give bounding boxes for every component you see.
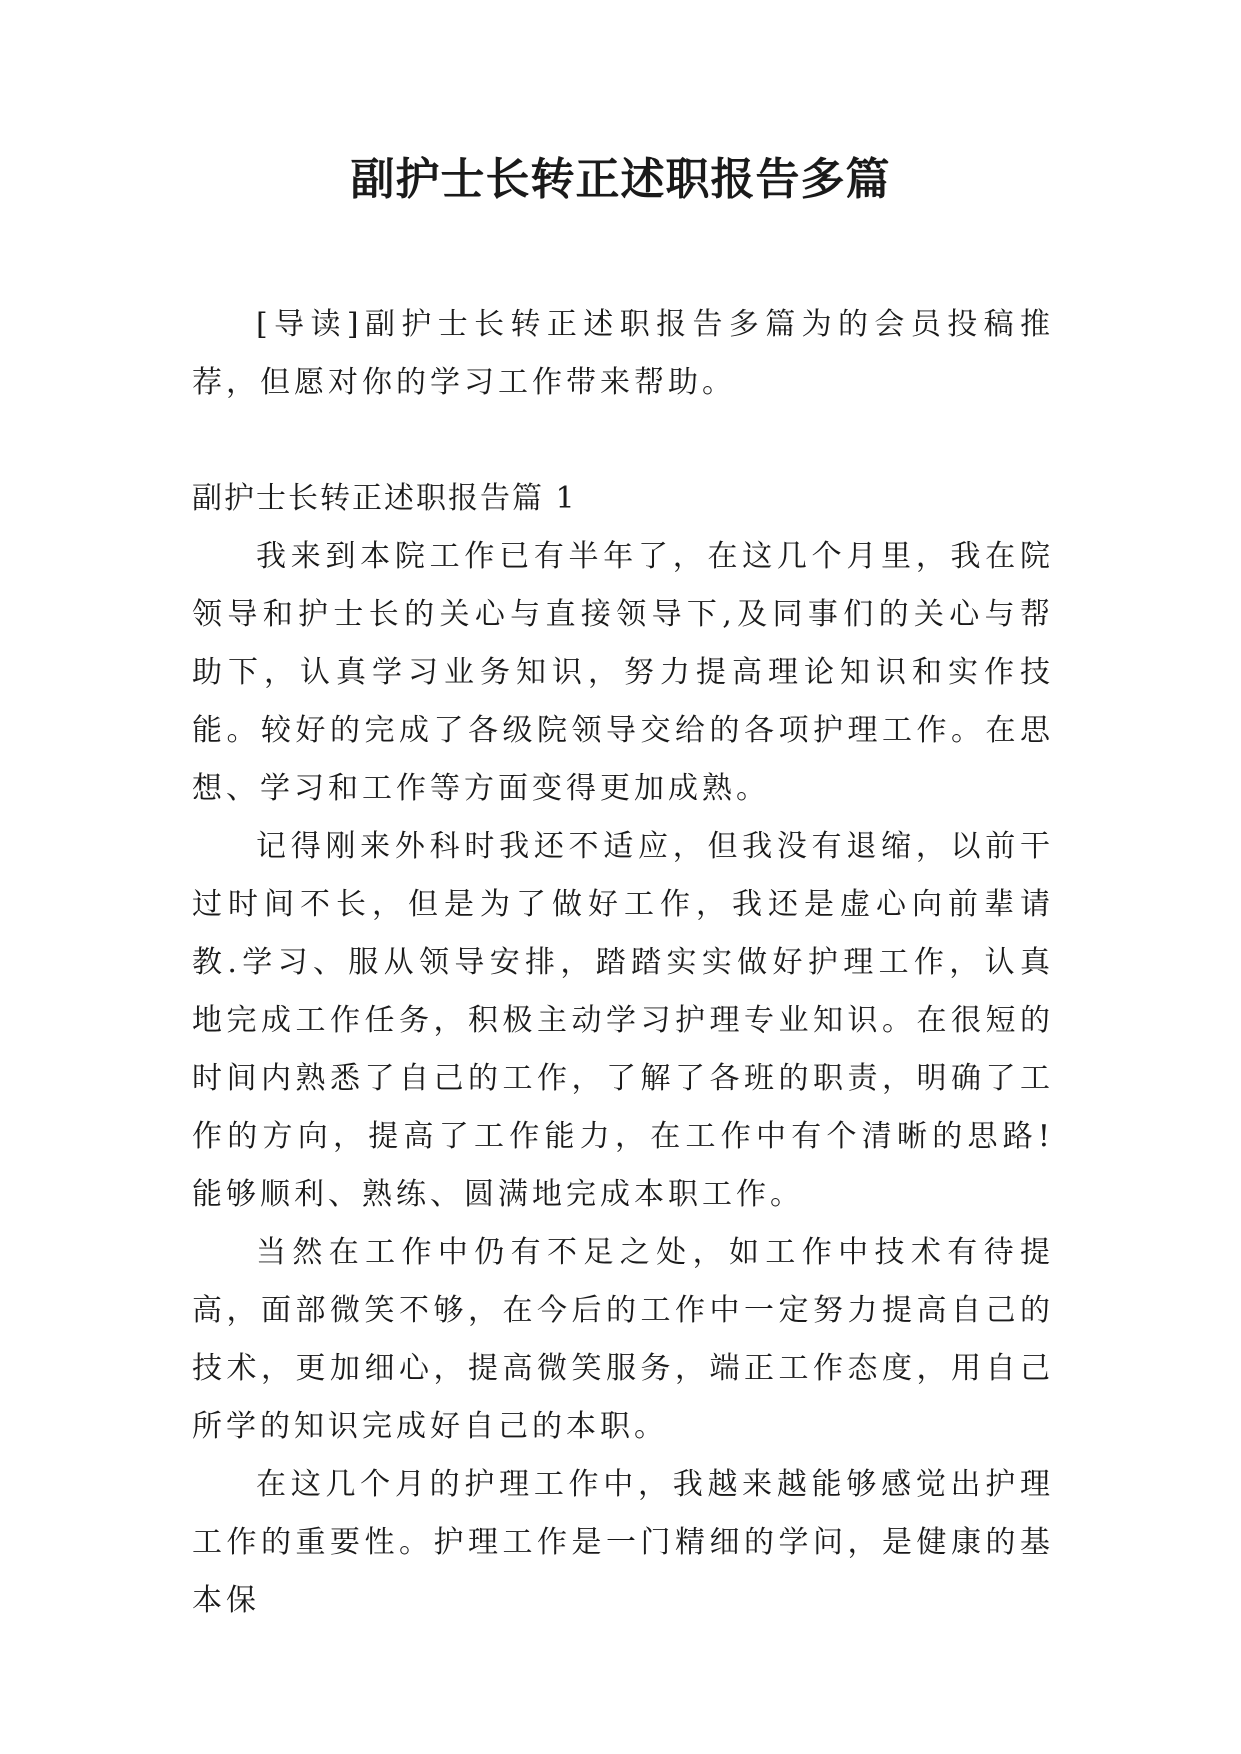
body-paragraph-1: 我来到本院工作已有半年了，在这几个月里，我在院领导和护士长的关心与直接领导下,及同事们的关心与帮助下，认真学习业务知识，努力提高理论知识和实作技能。较好的完成了各级院领导交给的各项护理工作。在思想、学习和工作等方面变得更加成熟。 <box>192 539 1054 806</box>
body-paragraph-4: 在这几个月的护理工作中，我越来越能够感觉出护理工作的重要性。护理工作是一门精细的学问，是健康的基本保 <box>192 1467 1054 1618</box>
document-title: 副护士长转正述职报告多篇 <box>350 154 891 205</box>
body-paragraph-3: 当然在工作中仍有不足之处，如工作中技术有待提高，面部微笑不够，在今后的工作中一定努力提高自己的技术，更加细心，提高微笑服务，端正工作态度，用自己所学的知识完成好自己的本职。 <box>192 1235 1054 1444</box>
intro-paragraph: [导读]副护士长转正述职报告多篇为的会员投稿推荐，但愿对你的学习工作带来帮助。 <box>192 307 1054 400</box>
body-paragraph-2: 记得刚来外科时我还不适应，但我没有退缩，以前干过时间不长，但是为了做好工作，我还是虚心向前辈请教.学习、服从领导安排，踏踏实实做好护理工作，认真地完成工作任务，积极主动学习护理专业知识。在很短的时间内熟悉了自己的工作，了解了各班的职责，明确了工作的方向，提高了工作能力，在工作中有个清晰的思路!能够顺利、熟练、圆满地完成本职工作。 <box>192 829 1054 1212</box>
section-heading: 副护士长转正述职报告篇 1 <box>192 481 577 516</box>
document-body <box>192 296 1054 1630</box>
